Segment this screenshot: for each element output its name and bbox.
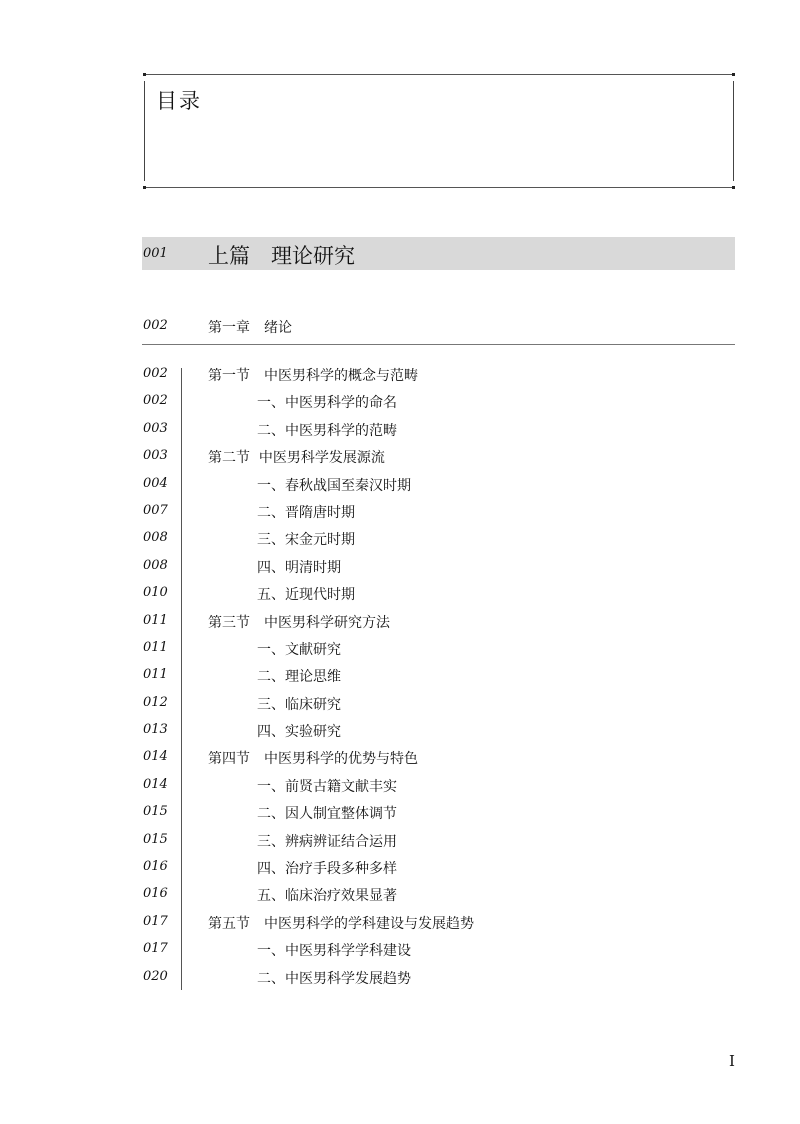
subsection-title: 一、中医男科学学科建设 [257, 943, 411, 960]
toc-entry[interactable] [142, 854, 735, 881]
subsection-title: 三、辨病辨证结合运用 [257, 833, 397, 850]
subsection-title: 三、临床研究 [257, 696, 341, 713]
entry-page-number: 011 [143, 639, 168, 655]
toc-entry[interactable] [142, 525, 735, 552]
chapter-title: 第一章 绪论 [208, 320, 292, 336]
entry-page-number: 016 [143, 859, 168, 875]
toc-entry[interactable] [142, 443, 735, 470]
entry-page-number: 004 [143, 475, 168, 491]
toc-entry[interactable] [142, 580, 735, 607]
subsection-title: 五、临床治疗效果显著 [257, 888, 397, 905]
toc-entry[interactable] [142, 690, 735, 717]
entry-page-number: 011 [143, 667, 168, 683]
entry-page-number: 008 [143, 530, 168, 546]
entry-page-number: 011 [143, 612, 168, 628]
toc-entries [142, 361, 735, 991]
subsection-title: 一、春秋战国至秦汉时期 [257, 477, 411, 494]
toc-entry[interactable] [142, 662, 735, 689]
subsection-title: 五、近现代时期 [257, 587, 355, 604]
toc-entry[interactable] [142, 361, 735, 388]
entry-page-number: 020 [143, 968, 168, 984]
subsection-title: 四、实验研究 [257, 724, 341, 741]
subsection-title: 二、中医男科学的范畴 [257, 422, 397, 439]
entry-page-number: 015 [143, 831, 168, 847]
toc-entry[interactable] [142, 964, 735, 991]
entry-page-number: 014 [143, 776, 168, 792]
toc-entry[interactable] [142, 498, 735, 525]
subsection-title: 一、文献研究 [257, 641, 341, 658]
toc-entry[interactable] [142, 936, 735, 963]
entry-page-number: 003 [143, 420, 168, 436]
entry-page-number: 012 [143, 694, 168, 710]
section-title: 第五节 中医男科学的学科建设与发展趋势 [208, 915, 474, 932]
toc-entry[interactable] [142, 388, 735, 415]
subsection-title: 四、治疗手段多种多样 [257, 861, 397, 878]
section-title: 第三节 中医男科学研究方法 [208, 614, 390, 631]
part-header[interactable] [142, 237, 735, 270]
toc-entry[interactable] [142, 608, 735, 635]
entry-page-number: 010 [143, 585, 168, 601]
toc-entry[interactable] [142, 744, 735, 771]
title-box-left-rule [144, 81, 145, 181]
corner-mark [143, 186, 146, 189]
toc-entry[interactable] [142, 635, 735, 662]
subsection-title: 二、晋隋唐时期 [257, 504, 355, 521]
toc-entry[interactable] [142, 881, 735, 908]
entry-page-number: 015 [143, 804, 168, 820]
entry-page-number: 002 [143, 393, 168, 409]
title-box [144, 74, 734, 188]
toc-entry[interactable] [142, 416, 735, 443]
section-title: 第一节 中医男科学的概念与范畴 [208, 368, 418, 384]
entry-page-number: 017 [143, 941, 168, 957]
title-box-right-rule [733, 81, 734, 181]
entry-page-number: 003 [143, 448, 168, 464]
page-number: I [729, 1052, 735, 1070]
toc-entry[interactable] [142, 827, 735, 854]
toc-entry[interactable] [142, 772, 735, 799]
subsection-title: 一、前贤古籍文献丰实 [257, 778, 397, 795]
section-title: 第二节 中医男科学发展源流 [208, 450, 385, 467]
entry-page-number: 007 [143, 502, 168, 518]
toc-entry[interactable] [142, 553, 735, 580]
subsection-title: 一、中医男科学的命名 [257, 395, 397, 412]
entry-page-number: 016 [143, 886, 168, 902]
corner-mark [732, 73, 735, 76]
entry-page-number: 002 [143, 366, 168, 381]
toc-entry[interactable] [142, 471, 735, 498]
subsection-title: 二、理论思维 [257, 669, 341, 686]
entry-page-number: 017 [143, 913, 168, 929]
chapter-page-number: 002 [143, 318, 168, 333]
corner-mark [732, 186, 735, 189]
part-page-number: 001 [143, 246, 168, 261]
toc-entry[interactable] [142, 909, 735, 936]
part-title: 上篇 理论研究 [208, 244, 355, 268]
subsection-title: 三、宋金元时期 [257, 532, 355, 549]
chapter-header[interactable] [142, 316, 735, 345]
subsection-title: 二、因人制宜整体调节 [257, 806, 397, 823]
corner-mark [143, 73, 146, 76]
page-title: 目录 [156, 89, 202, 113]
entry-page-number: 014 [143, 749, 168, 765]
subsection-title: 二、中医男科学发展趋势 [257, 970, 411, 987]
subsection-title: 四、明清时期 [257, 559, 341, 576]
section-title: 第四节 中医男科学的优势与特色 [208, 751, 418, 768]
toc-entry[interactable] [142, 717, 735, 744]
toc-entry[interactable] [142, 799, 735, 826]
entry-page-number: 008 [143, 557, 168, 573]
entry-page-number: 013 [143, 722, 168, 738]
